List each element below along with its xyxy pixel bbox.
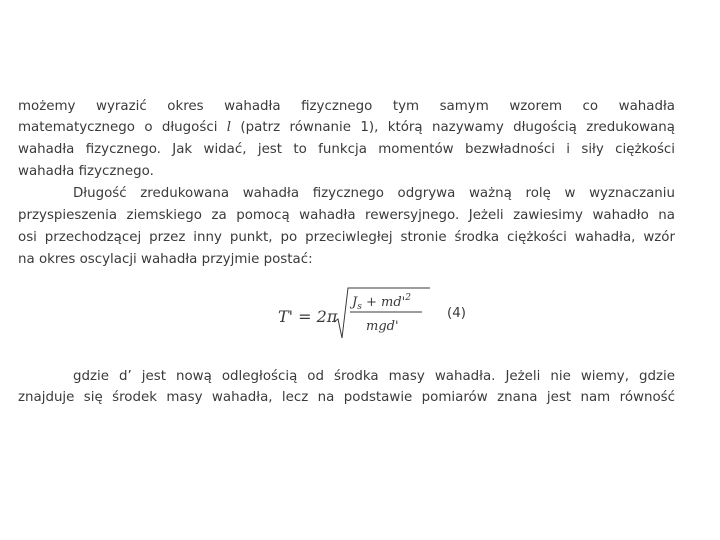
paragraph-1-line-2 xyxy=(18,118,675,138)
paragraph-2-line-3: osi przechodzącej przez inny punkt, po przeciwległej stronie środka ciężkości wahadła, wzór xyxy=(18,230,675,245)
text-fragment: (patrz równanie 1), którą nazywamy długością zredukowaną xyxy=(231,120,675,135)
equation-numerator: $J_s + md'^2$ xyxy=(352,293,411,312)
equation-denominator: mgd' xyxy=(366,319,399,334)
paragraph-2-line-1: Długość zredukowana wahadła fizycznego odgrywa ważną rolę w wyznaczaniu xyxy=(73,186,675,201)
paragraph-2-line-2: przyspieszenia ziemskiego za pomocą wahadła rewersyjnego. Jeżeli zawiesimy wahadło na xyxy=(18,208,675,223)
equation-lhs: T' = 2π xyxy=(278,307,338,326)
text-fragment: matematycznego o długości xyxy=(18,120,227,135)
paragraph-3-line-2: znajduje się środek masy wahadła, lecz na podstawie pomiarów znana jest nam równość xyxy=(18,390,675,405)
paragraph-3-line-1: gdzie d’ jest nową odległością od środka masy wahadła. Jeżeli nie wiemy, gdzie xyxy=(73,369,675,384)
paragraph-1-line-3: wahadła fizycznego. Jak widać, jest to funkcja momentów bezwładności i siły ciężkości xyxy=(18,142,675,157)
equation-number: (4) xyxy=(447,306,466,321)
paragraph-1-line-1: możemy wyrazić okres wahadła fizycznego tym samym wzorem co wahadła xyxy=(18,99,675,114)
variable-l: l xyxy=(226,120,232,135)
paragraph-1-line-4: wahadła fizycznego. xyxy=(18,164,154,179)
paragraph-2-line-4: na okres oscylacji wahadła przyjmie postać: xyxy=(18,252,313,267)
